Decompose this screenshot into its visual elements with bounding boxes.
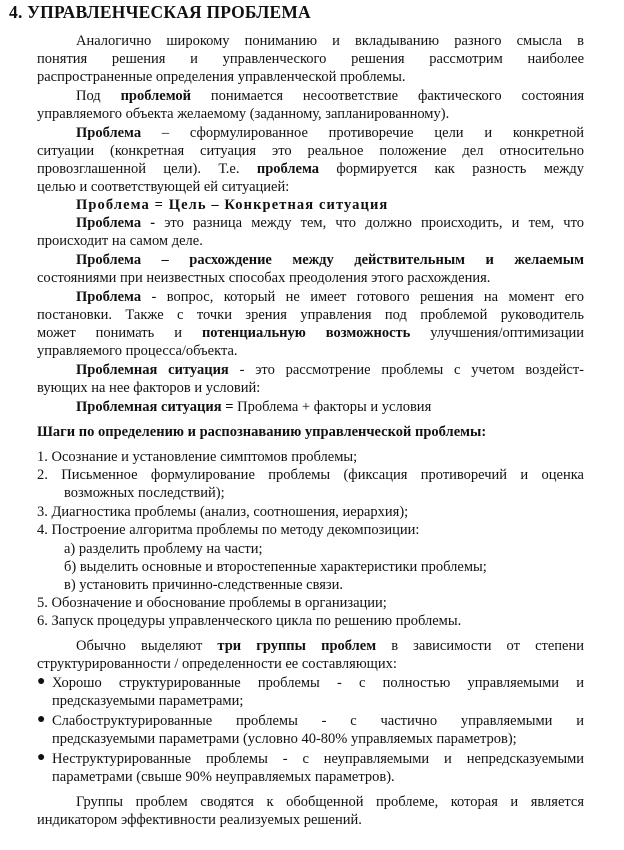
paragraph-3-line-4: целью и соответствующей ей ситуацией: — [37, 179, 290, 195]
list-item: 1. Осознание и установление симптомов проблемы; — [37, 449, 358, 465]
paragraph-8-line-2: структурированности / определенности ее составляющих: — [37, 656, 397, 672]
paragraph-3-line-2: ситуации (конкретная ситуация это реальное положение дел относительно — [37, 143, 584, 159]
list-item: 2. Письменное формулирование проблемы (фиксация противоречий и оценка — [37, 467, 584, 483]
section-heading: 4. УПРАВЛЕНЧЕСКАЯ ПРОБЛЕМА — [9, 2, 311, 22]
paragraph-5-line-1: Проблема – расхождение между действительным и желаемым — [76, 252, 584, 268]
bold-term: проблема — [256, 161, 319, 177]
text-run: - это рассмотрение проблемы с учетом воздейст- — [228, 362, 584, 378]
text-run: в зависимости от степени — [376, 638, 584, 654]
bullet-item-line-2: параметрами (свыше 90% неуправляемых параметров). — [52, 769, 395, 785]
bullet-item-line-1: Хорошо структурированные проблемы - с полностью управляемыми и — [52, 675, 584, 691]
text-run: Обычно выделяют — [76, 638, 218, 654]
paragraph-9-line-1: Группы проблем сводятся к обобщенной проблеме, которая и является — [76, 794, 584, 810]
text-run: Проблема + факторы и условия — [233, 399, 432, 415]
bold-term: Проблема — [76, 125, 142, 141]
text-run: может понимать и — [37, 325, 202, 341]
bullet-item-line-1: Неструктурированные проблемы - с неуправляемыми и непредсказуемыми — [52, 751, 584, 767]
paragraph-6-line-1 — [76, 288, 584, 306]
text-run: понимается несоответствие фактического состояния — [191, 88, 584, 104]
bullet-icon: ● — [37, 712, 46, 727]
bold-term: Проблема - — [76, 215, 156, 231]
list-item-continuation: возможных последствий); — [64, 485, 225, 501]
list-item: 6. Запуск процедуры управленческого цикла по решению проблемы. — [37, 613, 462, 629]
list-item: 3. Диагностика проблемы (анализ, соотношения, иерархия); — [37, 504, 409, 520]
paragraph-9-line-2: индикатором эффективности реализуемых решений. — [37, 812, 362, 828]
text-run: Под — [76, 88, 121, 104]
paragraph-6-line-3 — [37, 324, 584, 342]
bold-term: Проблема — [76, 289, 142, 305]
list-item: 5. Обозначение и обоснование проблемы в организации; — [37, 595, 387, 611]
list-item: 4. Построение алгоритма проблемы по методу декомпозиции: — [37, 522, 420, 538]
sub-list-item: б) выделить основные и второстепенные характеристики проблемы; — [64, 559, 487, 575]
bold-term: три группы проблем — [217, 638, 377, 654]
paragraph-2-line-1 — [76, 87, 584, 105]
paragraph-4-line-2: происходит на самом деле. — [37, 233, 203, 249]
text-run: улучшения/оптимизации — [410, 325, 584, 341]
formula-problem: Проблема = Цель – Конкретная ситуация — [76, 197, 389, 213]
paragraph-6-line-4: управляемого процесса/объекта. — [37, 343, 238, 359]
bold-term: потенциальную возможность — [201, 325, 411, 341]
paragraph-6-line-2: постановки. Также с точки зрения управления под проблемой руководитель — [37, 307, 584, 323]
paragraph-4-line-1 — [76, 214, 584, 232]
bold-term: проблемой — [120, 88, 191, 104]
paragraph-5-line-2: состояниями при неизвестных способах преодоления этого расхождения. — [37, 270, 491, 286]
paragraph-2-line-2: управляемого объекта желаемому (заданному, запланированному). — [37, 106, 450, 122]
text-run: – сформулированное противоречие цели и конкретной — [141, 125, 584, 141]
text-run: - вопрос, который не имеет готового решения на момент его — [141, 289, 584, 305]
bullet-item-line-2: предсказуемыми параметрами (условно 40-80% управляемых параметров); — [52, 731, 517, 747]
text-run: провозглашенной цели). Т.е. — [37, 161, 257, 177]
sub-list-item: а) разделить проблему на части; — [64, 541, 263, 557]
bullet-item-line-2: предсказуемыми параметрами; — [52, 693, 244, 709]
paragraph-3-line-3 — [37, 160, 584, 178]
bold-term: Проблемная ситуация — [76, 362, 229, 378]
sub-list-item: в) установить причинно-следственные связи. — [64, 577, 344, 593]
paragraph-7-line-1 — [76, 361, 584, 379]
steps-heading: Шаги по определению и распознаванию управленческой проблемы: — [37, 424, 487, 440]
bullet-icon: ● — [37, 674, 46, 689]
paragraph-1-line-1: Аналогично широкому пониманию и вкладыванию разного смысла в — [76, 33, 584, 49]
paragraph-1-line-3: распространенные определения управленческой проблемы. — [37, 69, 406, 85]
bold-term: Проблемная ситуация = — [76, 399, 234, 415]
bullet-icon: ● — [37, 750, 46, 765]
paragraph-1-line-2: понятия решения и управленческого решения рассмотрим наиболее — [37, 51, 584, 67]
text-run: это разница между тем, что должно происходить, и тем, что — [155, 215, 584, 231]
text-run: формируется как разность между — [319, 161, 584, 177]
paragraph-3-line-1 — [76, 124, 584, 142]
bullet-item-line-1: Слабоструктурированные проблемы - с частично управляемыми и — [52, 713, 584, 729]
formula-problem-situation — [76, 398, 431, 416]
paragraph-8-line-1 — [76, 637, 584, 655]
paragraph-7-line-2: вующих на нее факторов и условий: — [37, 380, 261, 396]
